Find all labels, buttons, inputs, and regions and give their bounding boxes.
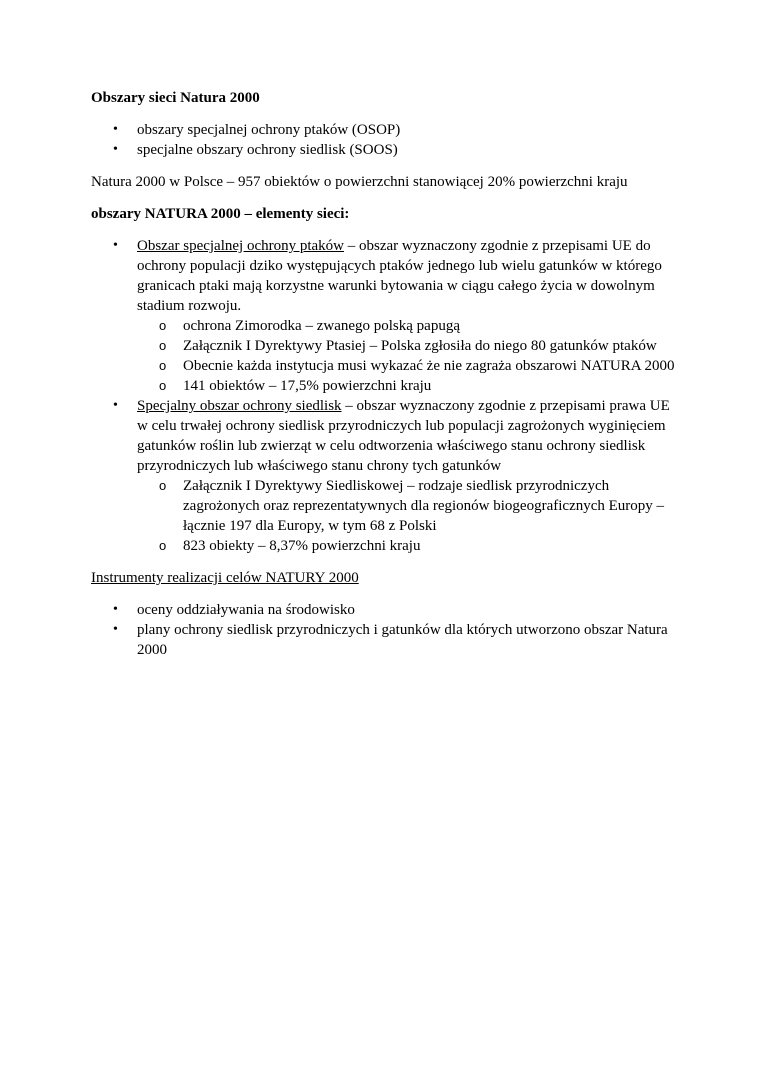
sub-list-item (137, 376, 681, 396)
circle-bullet-icon: o (159, 378, 167, 393)
list-item (91, 140, 681, 160)
sub-list (137, 476, 681, 556)
sub-item-text: Załącznik I Dyrektywy Ptasiej – Polska zgłosiła do niego 80 gatunków ptaków (183, 338, 657, 354)
document-page (91, 88, 681, 672)
element-term: Specjalny obszar ochrony siedlisk (137, 398, 342, 414)
sub-item-text: ochrona Zimorodka – zwanego polską papugą (183, 318, 460, 334)
circle-bullet-icon: o (159, 318, 167, 333)
sub-list-item (137, 476, 681, 536)
list-item (91, 396, 681, 556)
element-term: Obszar specjalnej ochrony ptaków (137, 238, 345, 254)
element-definition: – obszar wyznaczony zgodnie z przepisami prawa UE w celu trwałej ochrony siedlisk przyrodniczych lub populacji zagrożonych wyginięciem gatunków roślin lub zwierząt w celu odtworzenia właściwego stanu ochrony siedlisk przyrodniczych lub właściwego stanu chrony tych gatunków (137, 398, 670, 474)
document-title: Obszary sieci Natura 2000 (91, 90, 260, 106)
sub-item-text: 823 obiekty – 8,37% powierzchni kraju (183, 538, 421, 554)
list-item (91, 620, 681, 660)
bullet-icon: • (113, 238, 118, 253)
circle-bullet-icon: o (159, 478, 167, 493)
intro-list (91, 120, 681, 160)
list-item (91, 236, 681, 396)
sub-list-item (137, 316, 681, 336)
list-item (91, 120, 681, 140)
sub-item-text: Obecnie każda instytucja musi wykazać że nie zagraża obszarowi NATURA 2000 (183, 358, 675, 374)
instruments-list (91, 600, 681, 660)
list-item-text: oceny oddziaływania na środowisko (137, 602, 355, 618)
bullet-icon: • (113, 602, 118, 617)
elements-list (91, 236, 681, 556)
bullet-icon: • (113, 398, 118, 413)
sub-list (137, 316, 681, 396)
sub-item-text: 141 obiektów – 17,5% powierzchni kraju (183, 378, 432, 394)
summary-paragraph: Natura 2000 w Polsce – 957 obiektów o powierzchni stanowiącej 20% powierzchni kraju (91, 174, 628, 190)
bullet-icon: • (113, 122, 118, 137)
circle-bullet-icon: o (159, 358, 167, 373)
list-item-text: plany ochrony siedlisk przyrodniczych i gatunków dla których utworzono obszar Natura 2000 (137, 622, 668, 658)
element-definition: – obszar wyznaczony zgodnie z przepisami UE do ochrony populacji dziko występujących ptaków jednego lub wielu gatunków w którego granicach ptaki mają korzystne warunki bytowania w ciągu całego życia w dowolnym stadium rozwoju. (137, 238, 662, 314)
list-item (91, 600, 681, 620)
circle-bullet-icon: o (159, 338, 167, 353)
circle-bullet-icon: o (159, 538, 167, 553)
sub-list-item (137, 336, 681, 356)
list-item-text: specjalne obszary ochrony siedlisk (SOOS) (137, 142, 398, 158)
bullet-icon: • (113, 622, 118, 637)
list-item-text: obszary specjalnej ochrony ptaków (OSOP) (137, 122, 401, 138)
bullet-icon: • (113, 142, 118, 157)
sub-list-item (137, 536, 681, 556)
elements-heading: obszary NATURA 2000 – elementy sieci: (91, 206, 350, 222)
sub-list-item (137, 356, 681, 376)
instruments-heading: Instrumenty realizacji celów NATURY 2000 (91, 570, 359, 586)
sub-item-text: Załącznik I Dyrektywy Siedliskowej – rodzaje siedlisk przyrodniczych zagrożonych oraz reprezentatywnych dla regionów biogeograficznych Europy – łącznie 197 dla Europy, w tym 68 z Polski (183, 478, 665, 534)
